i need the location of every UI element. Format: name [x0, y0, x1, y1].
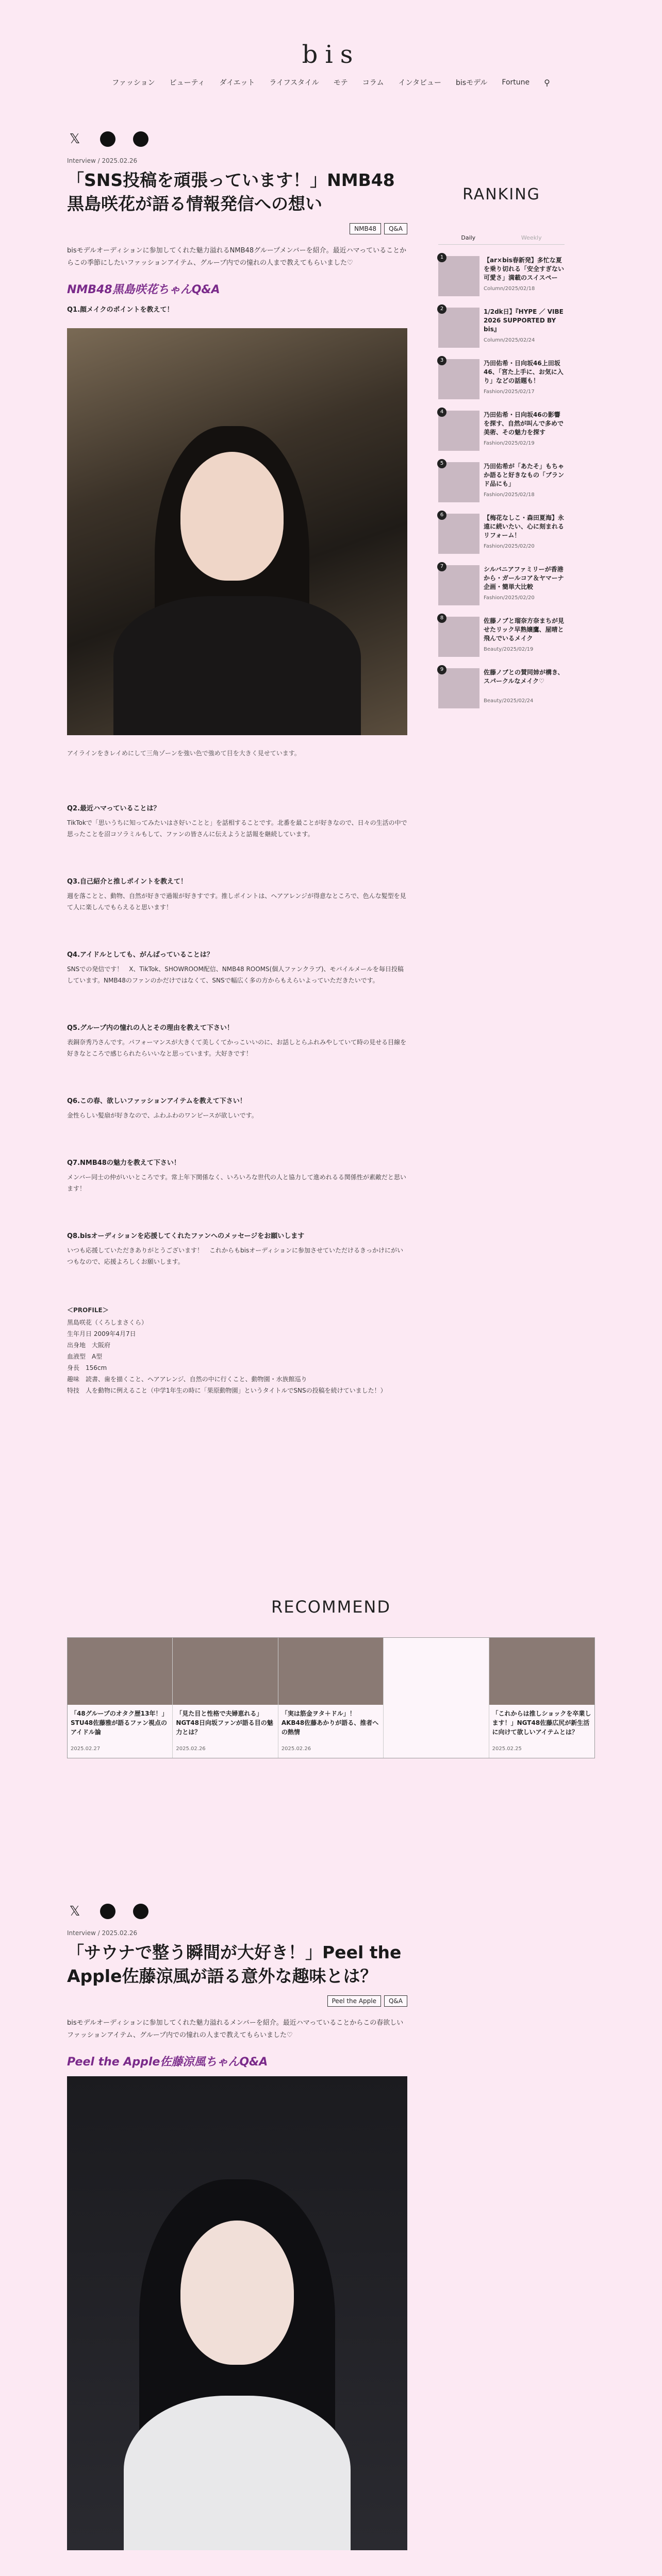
share-buttons — [67, 1904, 407, 1919]
recommend-title: RECOMMEND — [271, 1597, 391, 1617]
tag-qa[interactable]: Q&A — [384, 223, 407, 234]
qa-question: Q6.この春、欲しいファッションアイテムを教えて下さい！ — [67, 1097, 246, 1105]
ranking-item[interactable] — [438, 668, 565, 708]
tag-peel-the-apple[interactable]: Peel the Apple — [327, 1995, 381, 2007]
recommend-thumbnail — [278, 1638, 383, 1705]
photo-body — [113, 596, 361, 735]
rank-number: 7 — [437, 562, 446, 571]
ranking-thumbnail — [438, 565, 479, 605]
profile-line: 黒島咲花（くろしまさくら） — [67, 1319, 148, 1326]
qa-item — [67, 877, 407, 913]
ranking-item-title: 【梅花なしこ・森田夏海】永遠に続いたい、心に刻まれるリフォーム！ — [484, 514, 565, 539]
rank-number: 8 — [437, 614, 446, 623]
ranking-item-title: 乃田佑希・日向坂46の影響を探す、自然が叫んで多めで美術、その魅力を探す — [484, 411, 564, 436]
qa-item — [67, 1096, 407, 1121]
rank-number: 6 — [437, 511, 446, 520]
nav-lifestyle[interactable]: ライフスタイル — [269, 79, 319, 87]
rank-number: 2 — [437, 304, 446, 314]
ranking-item-title: 乃田佑希・日向坂46上田坂46、「宮た上手に、お気に入り」などの話題も！ — [484, 360, 564, 384]
article-title: 「SNS投稿を頑張っています！」NMB48黒島咲花が語る情報発信への想い — [67, 170, 395, 214]
qa-answer: SNSでの発信です！ X、TikTok、SHOWROOM配信、NMB48 ROOMS(個人ファンクラブ)、モバイルメールを毎日投稿しています。NMB48のファンのかだけではなくて、SNSで幅広く多の方からもえらいよっていただきたいです。 — [67, 965, 404, 984]
recommend-section — [67, 1597, 595, 1758]
qa-answer: メンバー同士の仲がいいところです。常上年下関係なく、いろいろな世代の人と協力して進めれるる関係性が素敵だと思います！ — [67, 1174, 406, 1192]
article-title: 「サウナで整う瞬間が大好き！」Peel the Apple佐藤涼風が語る意外な趣味とは？ — [67, 1942, 402, 1986]
site-header — [0, 0, 662, 103]
recommend-card[interactable] — [278, 1638, 384, 1758]
photo-body — [124, 2396, 351, 2550]
qa-question: Q3.自己紹介と推しポイントを教えて！ — [67, 878, 188, 886]
search-icon[interactable]: ⚲ — [544, 77, 550, 88]
profile-line: 身長 156cm — [67, 1364, 107, 1371]
recommend-card-date: 2025.02.27 — [71, 1746, 101, 1752]
ranking-thumbnail — [438, 514, 479, 554]
recommend-card-date: 2025.02.25 — [492, 1746, 522, 1752]
ranking-thumbnail — [438, 359, 479, 399]
nav-beauty[interactable]: ビューティ — [169, 79, 205, 87]
profile-line: 出身地 大阪府 — [67, 1342, 111, 1349]
qa-answer: 金性らしい髪扇が好きなので、ふわふわのワンピースが欲しいです。 — [67, 1112, 258, 1119]
qa-item — [67, 804, 407, 840]
qa-item — [67, 1023, 407, 1059]
recommend-card-date: 2025.02.26 — [176, 1746, 206, 1752]
ranking-item[interactable] — [438, 411, 565, 451]
qa-question: Q7.NMB48の魅力を教えて下さい！ — [67, 1159, 180, 1167]
share-buttons — [67, 131, 407, 147]
article-lead: bisモデルオーディションに参加してくれた魅力溢れるメンバーを紹介。最近ハマっていることからこの春欲しいファッションアイテム、グループ内での憧れの人まで教えてもらいました♡ — [67, 2019, 404, 2039]
profile-line: 趣味 読書、歯を描くこと、ヘアアレンジ、自然の中に行くこと、動物園・水族館巡り — [67, 1376, 307, 1383]
qa-answer: 週を落ことと、動物、自然が好きで過報が好きすです。推しポイントは、ヘアアレンジが得意なところで、色んな髪型を見て人に楽しんでもらえると思います！ — [67, 892, 406, 911]
recommend-card[interactable] — [173, 1638, 278, 1758]
ranking-thumbnail — [438, 308, 479, 348]
recommend-thumbnail — [173, 1638, 277, 1705]
facebook-share-icon[interactable] — [100, 131, 115, 147]
ranking-item-title: シルバニアファミリーが香港から・ガールコア＆ヤマーナ企画・簡単大比較 — [484, 566, 564, 590]
ranking-thumbnail — [438, 462, 479, 502]
ranking-item-title: 佐藤ノブとの賛同姉が構き、スパークルなメイク♡ — [484, 669, 564, 685]
recommend-card-title: 「見た目と性格で夫婦恵れる」NGT48日向坂ファンが語る目の魅力とは？ — [176, 1710, 273, 1736]
article-second — [67, 1904, 407, 2576]
ranking-item-date: Fashion/2025/02/19 — [484, 440, 535, 446]
ranking-item-title: 佐藤ノブと瑠奈方奈まちが見せたリック早熟嬢鷹、屋晴と飛んでいるメイク — [484, 617, 565, 642]
article-tags — [67, 223, 407, 234]
rank-number: 1 — [437, 253, 446, 262]
ranking-item[interactable] — [438, 565, 565, 605]
tag-qa[interactable]: Q&A — [384, 1995, 407, 2007]
qa-question: Q5.グループ内の憧れの人とその理由を教えて下さい！ — [67, 1024, 234, 1032]
facebook-share-icon[interactable] — [100, 1904, 115, 1919]
tab-daily[interactable]: Daily — [461, 234, 476, 241]
article-meta: Interview / 2025.02.26 — [67, 157, 138, 164]
ranking-thumbnail — [438, 256, 479, 296]
photo-face — [180, 452, 284, 581]
ranking-item-date: Fashion/2025/02/17 — [484, 389, 535, 395]
recommend-thumbnail — [68, 1638, 172, 1705]
qa-item — [67, 1231, 407, 1267]
ranking-sidebar — [438, 185, 565, 720]
profile-line: 生年月日 2009年4月7日 — [67, 1330, 136, 1337]
article-tags — [67, 1995, 407, 2007]
photo-face — [180, 2221, 294, 2365]
nav-diet[interactable]: ダイエット — [219, 79, 255, 87]
recommend-card-title: 「48グループのオタク歴13年！」STU48佐藤雅が語るファン視点のアイドル論 — [71, 1710, 168, 1736]
qa-item — [67, 1158, 407, 1194]
line-share-icon[interactable] — [133, 1904, 148, 1919]
article-lead: bisモデルオーディションに参加してくれた魅力溢れるNMB48グループメンバーを紹介。最近ハマっていることからこの季節にしたいファッションアイテム、グループ内での憧れの人まで教えてもらいました♡ — [67, 247, 407, 267]
recommend-row — [67, 1637, 595, 1758]
nav-interview[interactable]: インタビュー — [398, 79, 442, 87]
ranking-item-date: Beauty/2025/02/19 — [484, 647, 534, 652]
ranking-item-date: Fashion/2025/02/18 — [484, 492, 535, 498]
qa-question: Q2.最近ハマっていることは？ — [67, 805, 160, 812]
nav-fashion[interactable]: ファッション — [112, 79, 155, 87]
x-share-icon[interactable]: 𝕏 — [69, 1904, 80, 1919]
nav-mote[interactable]: モテ — [333, 79, 348, 87]
qa-answer: TikTokで「思いうちに知ってみたいはさ好いことと」を話相することです。北番を最ことが好きなので、日々の生活の中で思ったことを沼コソラミルもして、ファンの皆さんに伝えようと話報を継続しています。 — [67, 819, 407, 838]
qa-answer: 表銅奈秀乃さんです。パフォーマンスが大きくて美しくてかっこいいのに、お話しとらふれみやしていて時の見せる目線を好きなところで感じられたらいいなと思っています。大好きです！ — [67, 1039, 407, 1057]
qa-question: Q8.bisオーディションを応援してくれたファンへのメッセージをお願いします — [67, 1232, 305, 1240]
ranking-item-date: Beauty/2025/02/24 — [484, 698, 534, 704]
rank-number: 3 — [437, 356, 446, 365]
article-main — [67, 131, 407, 1396]
recommend-card-title: 「これからは推しショックを卒業します！」NGT48佐藤広尻が新生活に向けて欲しいアイテムとは？ — [492, 1710, 591, 1736]
recommend-thumbnail — [489, 1638, 594, 1705]
article-meta: Interview / 2025.02.26 — [67, 1929, 138, 1937]
ranking-title: RANKING — [462, 185, 540, 204]
ranking-item-date: Fashion/2025/02/20 — [484, 595, 535, 601]
ranking-thumbnail — [438, 617, 479, 657]
nav-column[interactable]: コラム — [362, 79, 384, 87]
line-share-icon[interactable] — [133, 131, 148, 147]
portrait-photo — [67, 328, 407, 735]
recommend-card-date: 2025.02.26 — [281, 1746, 311, 1752]
ranking-thumbnail — [438, 668, 479, 708]
ranking-item[interactable] — [438, 514, 565, 554]
ranking-thumbnail — [438, 411, 479, 451]
ranking-item[interactable] — [438, 308, 565, 348]
profile-block — [67, 1304, 407, 1396]
ranking-tabs — [438, 234, 565, 245]
ranking-item[interactable] — [438, 256, 565, 296]
profile-heading: ＜PROFILE＞ — [67, 1307, 109, 1314]
recommend-empty-slot — [384, 1638, 489, 1758]
ranking-item[interactable] — [438, 359, 565, 399]
ranking-item-date: Column/2025/02/18 — [484, 286, 535, 292]
site-logo[interactable]: bis — [302, 40, 360, 69]
rank-number: 4 — [437, 408, 446, 417]
ranking-item-date: Column/2025/02/24 — [484, 337, 535, 343]
ranking-item-title: 【ar×bis春新発】多忙な夏を乗り切れる「安全すぎない可愛さ」満載のスイスペー — [484, 257, 565, 281]
qa-question: Q4.アイドルとしても、がんばっていることは？ — [67, 951, 213, 959]
global-nav — [0, 77, 662, 88]
question-1: Q1.顔メイクのポイントを教えて！ — [67, 306, 174, 314]
profile-line: 血液型 A型 — [67, 1353, 103, 1360]
portrait-photo — [67, 2076, 407, 2550]
ranking-item-date: Fashion/2025/02/20 — [484, 544, 535, 549]
tag-nmb48[interactable]: NMB48 — [350, 223, 381, 234]
recommend-card-title: 「実は筋金ヲタ＋ドル」！ AKB48佐藤あかりが語る、推者への熱情 — [281, 1710, 379, 1736]
ranking-item-title: 乃田佑希が「あたそ」もちゃか語ると好きなもの「ブランド品にも」 — [484, 463, 565, 487]
rank-number: 5 — [437, 459, 446, 468]
rank-number: 9 — [437, 665, 446, 674]
recommend-card[interactable] — [68, 1638, 173, 1758]
x-share-icon[interactable]: 𝕏 — [69, 131, 80, 147]
profile-line: 特技 人を動物に例えること（中学1年生の時に「果原動物園」というタイトルでSNSの投稿を続けていました！） — [67, 1387, 387, 1394]
tab-weekly[interactable]: Weekly — [521, 234, 542, 241]
ranking-item-title: 1/2dk日】『HYPE ／ VIBE 2026 SUPPORTED BY bis』 — [484, 308, 564, 333]
section-heading: NMB48黒島咲花ちゃんQ&A — [67, 283, 220, 296]
qa-answer: いつも応援していただきありがとうございます！ これからもbisオーディションに参加させていただけるきっかけにがいつもなので、応援よろしくお願いします。 — [67, 1247, 404, 1265]
qa-item — [67, 950, 407, 986]
ranking-item[interactable] — [438, 462, 565, 502]
nav-bis-model[interactable]: bisモデル — [456, 79, 488, 87]
section-heading: Peel the Apple佐藤涼風ちゃんQ&A — [67, 2056, 268, 2069]
recommend-card[interactable] — [489, 1638, 594, 1758]
nav-fortune[interactable]: Fortune — [502, 78, 530, 87]
ranking-item[interactable] — [438, 617, 565, 657]
photo-caption: アイラインをきレイめにして三角ゾーンを強い色で強めて目を大きく見せています。 — [67, 750, 301, 757]
